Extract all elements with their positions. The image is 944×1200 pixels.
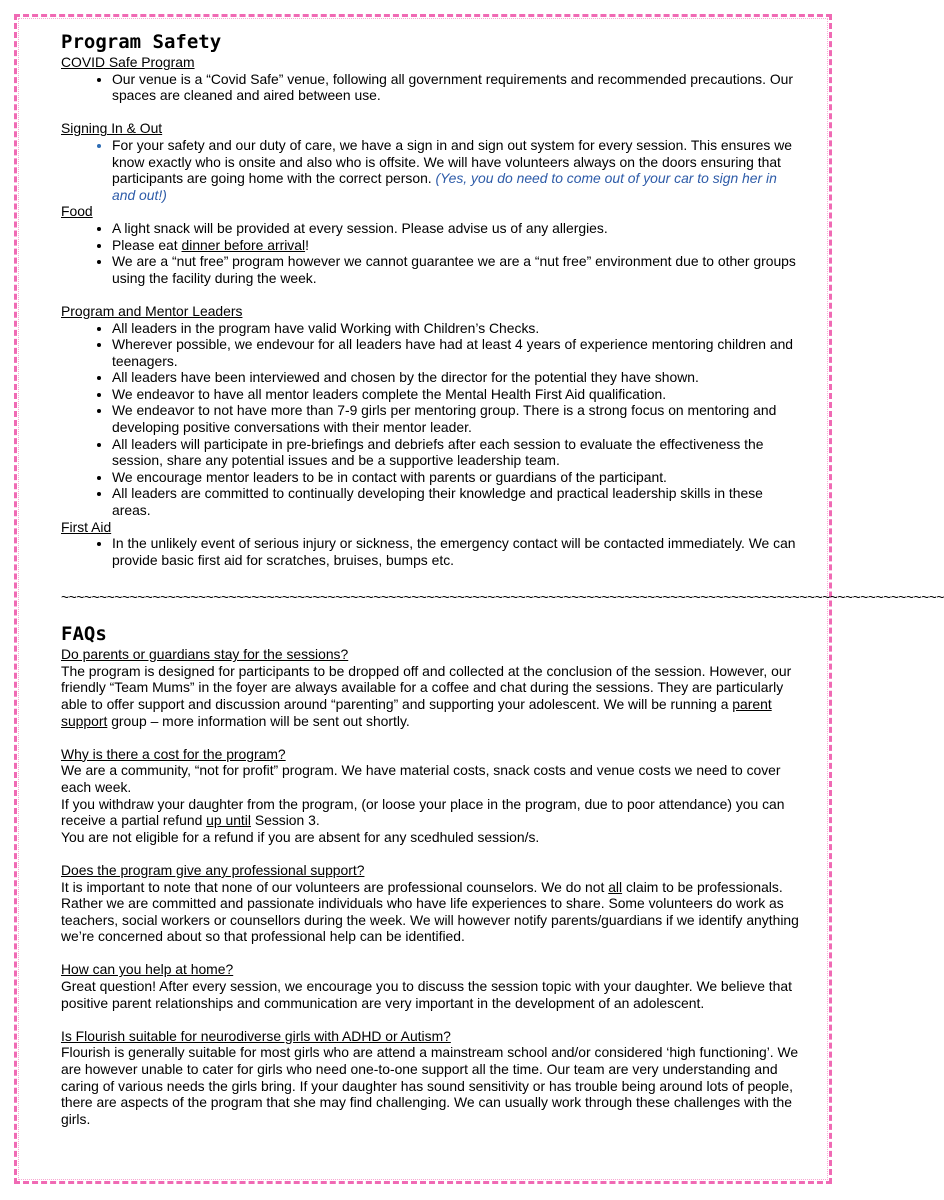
section-title-faqs: FAQs: [61, 623, 107, 646]
faq-question: How can you help at home?: [61, 961, 234, 978]
underlined-text: parent support: [61, 695, 772, 729]
list-item: • Our venue is a “Covid Safe” venue, following all government requirements and recommended precautions. Our spaces are cleaned and aired between use.: [112, 71, 801, 104]
list-item: • Wherever possible, we endevour for all leaders have had at least 4 years of experience mentoring children and teenagers.: [112, 336, 801, 369]
list-item: [112, 137, 801, 203]
underlined-text: all: [608, 878, 623, 895]
faq-answer: Flourish is generally suitable for most girls who are attend a mainstream school and/or considered ‘high functioning’. We are however unable to cater for girls who need one-to-one support all the time. Our team are very understanding and caring of various needs the girls bring. If your daughter has sound sensitivity or has trouble being around lots of people, there are aspects of the program that she may find challenging. We can usually work through these challenges with the girls.: [61, 1044, 799, 1127]
faq-answer: We are a community, “not for profit” program. We have material costs, snack costs and venue costs we need to cover each week.: [61, 762, 781, 795]
section-title-program-safety: Program Safety: [61, 31, 222, 53]
list-leaders: [61, 320, 801, 519]
underlined-text: up until: [206, 812, 251, 829]
faq-answer: It is important to note that none of our volunteers are professional counselors. We do not all claim to be professionals. Rather we are committed and passionate individuals who have life experiences to share. Some volunteers do work as teachers, social workers or counsellors during the week. We will however notify parents/guardians if we identify anything we’re concerned about so that professional help can be identified.: [61, 878, 799, 945]
list-item: • A light snack will be provided at every session. Please advise us of any allergies.: [112, 220, 801, 237]
signing-text: For your safety and our duty of care, we have a sign in and sign out system for every session. This ensures we know exactly who is onsite and also who is offsite. We will have volunteers always on the doors ensuring that participants are going home with the correct person.: [112, 136, 792, 187]
list-item: [112, 237, 801, 254]
list-item: • In the unlikely event of serious injury or sickness, the emergency contact will be contacted immediately. We can provide basic first aid for scratches, bruises, bumps etc.: [112, 535, 801, 568]
heading-leaders: Program and Mentor Leaders: [61, 302, 243, 319]
list-item: • All leaders will participate in pre-briefings and debriefs after each session to evaluate the effectiveness the session, share any potential issues and be a supportive leadership team.: [112, 436, 801, 469]
list-item: • We endeavor to have all mentor leaders complete the Mental Health First Aid qualification.: [112, 386, 801, 403]
food-text-end: !: [305, 236, 309, 253]
list-first-aid: [61, 535, 801, 568]
faq-answer: If you withdraw your daughter from the program, (or loose your place in the program, due to poor attendance) you can receive a partial refund up until Session 3.: [61, 795, 785, 829]
list-signing: [61, 137, 801, 203]
faq-question: Do parents or guardians stay for the sessions?: [61, 646, 349, 663]
signing-note: (Yes, you do need to come out of your car to sign her in and out!): [112, 170, 777, 203]
list-item: • We endeavor to not have more than 7-9 girls per mentoring group. There is a strong focus on mentoring and developing positive conversations with their mentor leader.: [112, 402, 801, 435]
list-item: • All leaders are committed to continually developing their knowledge and practical leadership skills in these areas.: [112, 485, 801, 518]
faq-question: Is Flourish suitable for neurodiverse girls with ADHD or Autism?: [61, 1027, 451, 1044]
faq-question: Does the program give any professional support?: [61, 861, 365, 878]
document-body: [61, 30, 944, 1127]
food-text: Please eat: [112, 236, 182, 253]
list-food: [61, 220, 801, 286]
heading-covid: COVID Safe Program: [61, 54, 195, 70]
list-item: • All leaders have been interviewed and chosen by the director for the potential they have shown.: [112, 369, 801, 386]
list-item: • We encourage mentor leaders to be in contact with parents or guardians of the participant.: [112, 469, 801, 486]
list-item: • We are a “nut free” program however we cannot guarantee we are a “nut free” environment due to other groups using the facility during the week.: [112, 253, 801, 286]
faq-question: Why is there a cost for the program?: [61, 745, 286, 762]
heading-signing: Signing In & Out: [61, 120, 163, 137]
heading-first-aid: First Aid: [61, 518, 112, 535]
faq-answer: You are not eligible for a refund if you are absent for any scedhuled session/s.: [61, 828, 540, 845]
list-covid: [61, 71, 801, 104]
tilde-divider: ~~~~~~~~~~~~~~~~~~~~~~~~~~~~~~~~~~~~~~~~~~~~~~~~~~~~~~~~~~~~~~~~~~~~~~~~~~~~~~~~~~~~~~~~~~~~~~~~~~~~~~~~~~~~~~~~~~~~: [61, 589, 944, 605]
food-underlined: dinner before arrival: [181, 236, 306, 253]
list-item: • All leaders in the program have valid Working with Children’s Checks.: [112, 320, 801, 337]
faq-answer: The program is designed for participants to be dropped off and collected at the conclusion of the session. However, our friendly “Team Mums” in the foyer are always available for a coffee and chat during the sessions. They are particularly able to offer support and discussion around “parenting” and supporting your adolescent. We will be running a parent support group – more information will be sent out shortly.: [61, 662, 792, 729]
heading-food: Food: [61, 203, 93, 220]
faq-answer: Great question! After every session, we encourage you to discuss the session topic with your daughter. We believe that positive parent relationships and communication are very important in the development of an adolescent.: [61, 978, 792, 1011]
